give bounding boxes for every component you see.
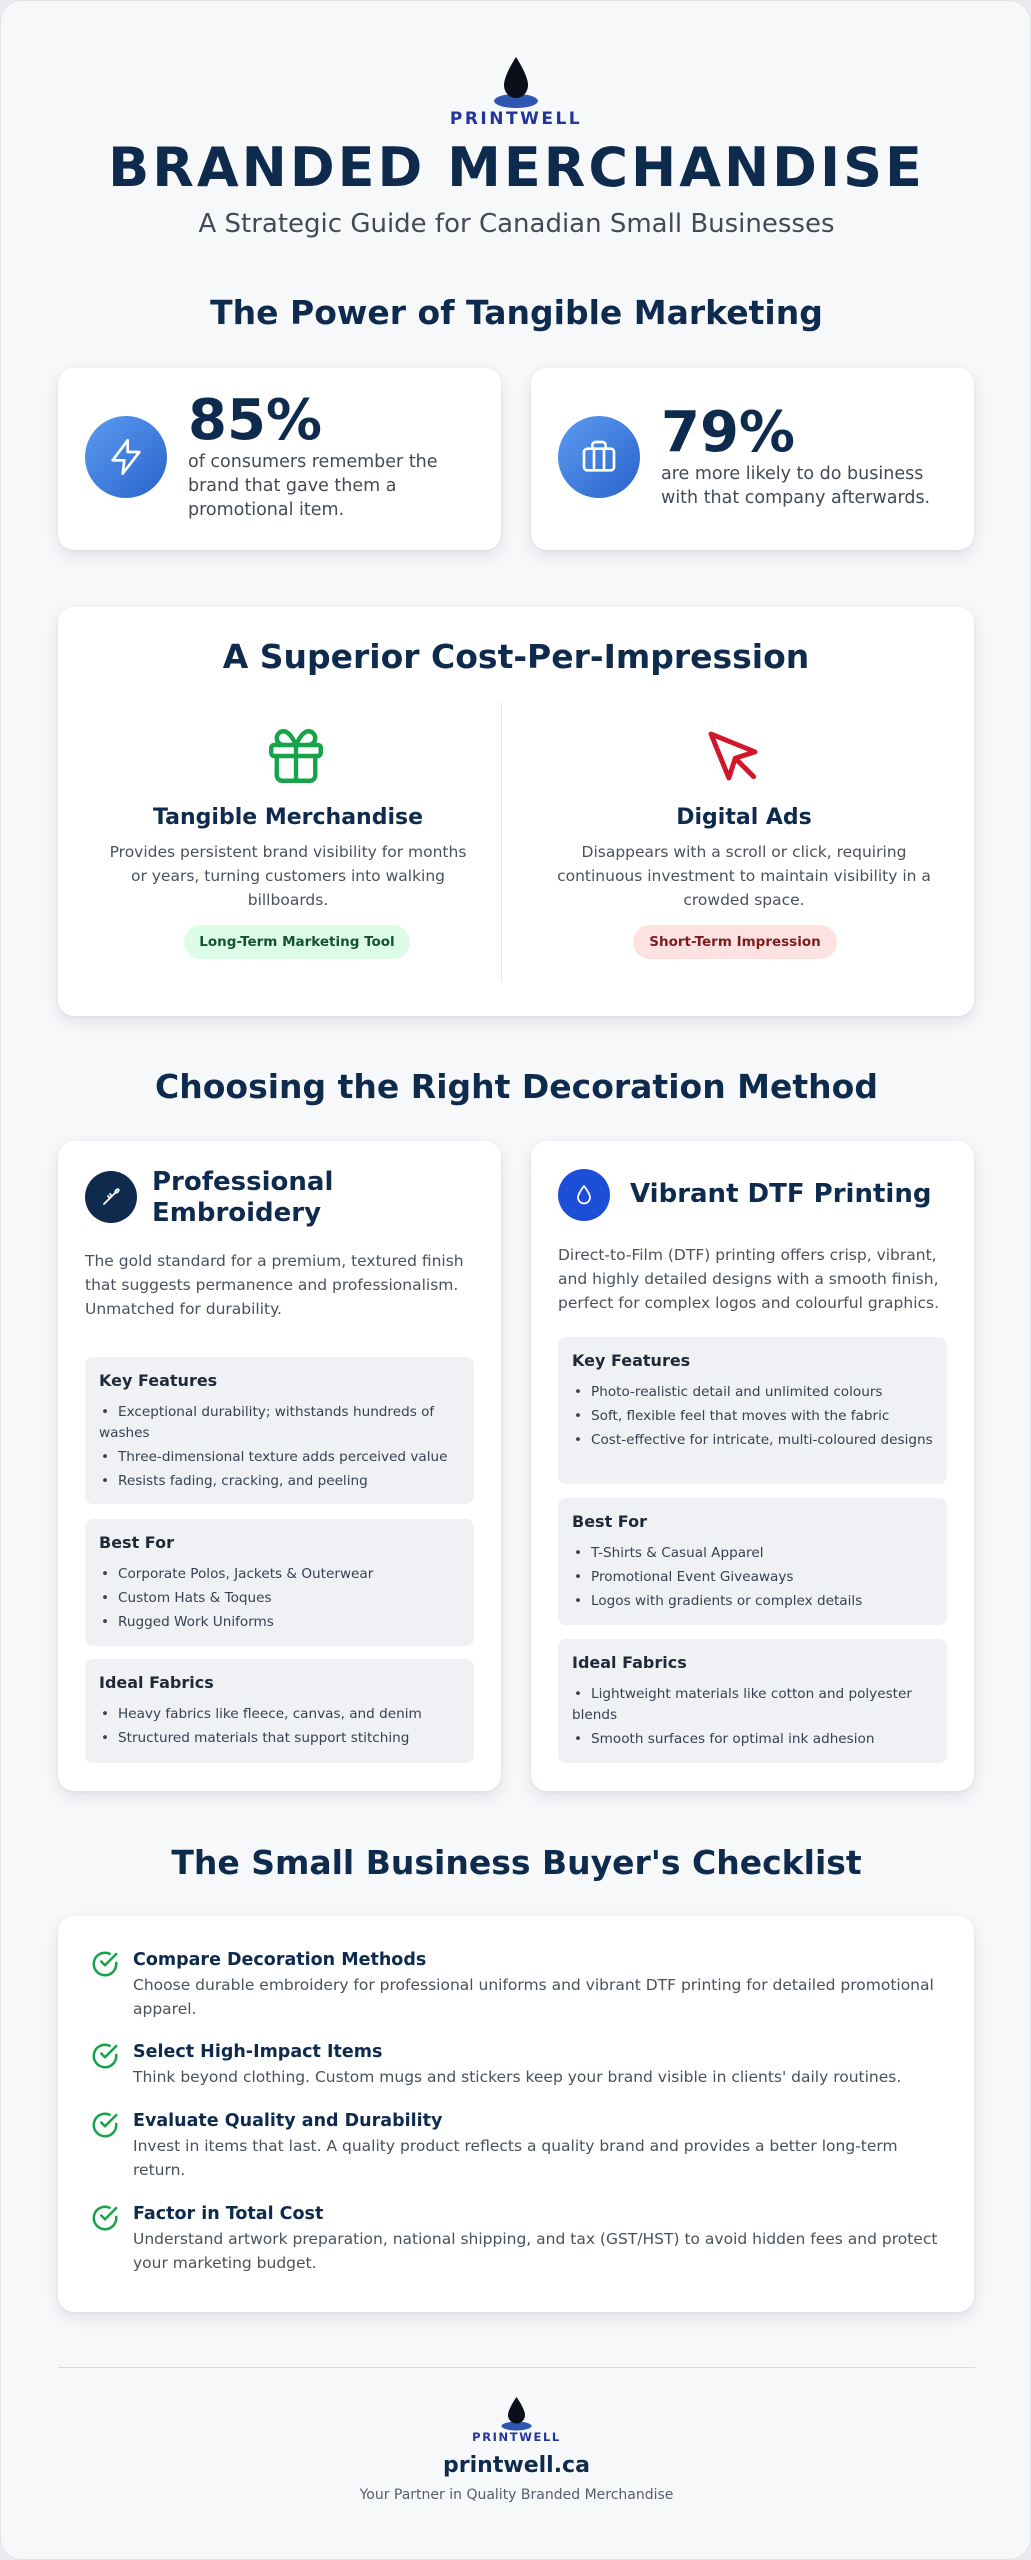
embroidery-desc: The gold standard for a premium, textured finish that suggests permanence and professionalism. Unmatched for durability. <box>85 1252 464 1318</box>
checklist-item-title: Compare Decoration Methods <box>133 1950 427 1970</box>
check-circle-icon <box>90 1949 120 1979</box>
panel-title: Key Features <box>99 1371 218 1390</box>
footer-logo-wordmark: PRINTWELL <box>472 2430 561 2444</box>
briefcase-icon <box>558 416 640 498</box>
list-item: • Photo-realistic detail and unlimited colours <box>574 1384 883 1400</box>
power-heading: The Power of Tangible Marketing <box>210 293 823 332</box>
dtf-ideal-fabrics-panel <box>558 1639 947 1763</box>
list-item: • Corporate Polos, Jackets & Outerwear <box>101 1566 374 1582</box>
stat-text: are more likely to do business with that company afterwards. <box>661 464 931 508</box>
dtf-key-features-panel <box>558 1337 947 1484</box>
checklist-item-title: Evaluate Quality and Durability <box>133 2111 443 2131</box>
panel-title: Ideal Fabrics <box>572 1653 687 1672</box>
checklist-item-title: Factor in Total Cost <box>133 2204 324 2224</box>
check-circle-icon <box>90 2110 120 2140</box>
list-item: • Structured materials that support stitching <box>101 1730 410 1746</box>
list-item: • Logos with gradients or complex details <box>574 1593 863 1609</box>
page-title: BRANDED MERCHANDISE <box>108 136 925 199</box>
list-item: • T-Shirts & Casual Apparel <box>574 1545 764 1561</box>
dtf-title: Vibrant DTF Printing <box>630 1179 932 1209</box>
panel-title: Key Features <box>572 1351 691 1370</box>
list-item: • Three-dimensional texture adds perceived value <box>101 1449 448 1465</box>
footer-divider <box>58 2367 975 2368</box>
list-item: • Resists fading, cracking, and peeling <box>101 1473 368 1489</box>
embroidery-key-features-panel <box>85 1357 474 1504</box>
list-item: • Lightweight materials like cotton and polyester blends <box>572 1686 912 1723</box>
stat-card-79 <box>531 368 974 550</box>
stat-value: 79% <box>661 400 796 465</box>
dtf-best-for-panel <box>558 1498 947 1625</box>
cost-divider <box>501 702 502 982</box>
checklist-card <box>58 1916 974 2312</box>
printwell-logo <box>416 53 616 127</box>
checklist-item-desc: Choose durable embroidery for professional uniforms and vibrant DTF printing for detailed promotional apparel. <box>133 1976 934 2018</box>
cost-col-title: Tangible Merchandise <box>152 805 423 830</box>
list-item: • Soft, flexible feel that moves with the fabric <box>574 1408 890 1424</box>
cost-col-desc: Disappears with a scroll or click, requiring continuous investment to maintain visibility in a crowded space. <box>557 843 931 909</box>
dtf-card <box>531 1141 974 1791</box>
ink-drop-icon <box>558 1169 610 1221</box>
lightning-icon <box>85 416 167 498</box>
embroidery-title: Professional Embroidery <box>152 1167 334 1228</box>
checklist-heading: The Small Business Buyer's Checklist <box>171 1843 862 1882</box>
checklist-item-title: Select High-Impact Items <box>133 2042 383 2062</box>
long-term-badge: Long-Term Marketing Tool <box>184 925 410 959</box>
list-item: • Rugged Work Uniforms <box>101 1614 274 1630</box>
panel-title: Best For <box>572 1512 647 1531</box>
gift-icon <box>263 723 329 793</box>
cost-heading: A Superior Cost-Per-Impression <box>222 637 810 676</box>
embroidery-card <box>58 1141 501 1791</box>
panel-title: Best For <box>99 1533 174 1552</box>
footer-tagline: Your Partner in Quality Branded Merchandise <box>359 2487 674 2503</box>
checklist-item-desc: Think beyond clothing. Custom mugs and stickers keep your brand visible in clients' daily routines. <box>133 2068 902 2086</box>
check-circle-icon <box>90 2203 120 2233</box>
list-item: • Heavy fabrics like fleece, canvas, and denim <box>101 1706 422 1722</box>
needle-icon <box>85 1171 137 1223</box>
stat-value: 85% <box>188 388 323 453</box>
footer-logo <box>451 2394 582 2444</box>
cursor-click-icon <box>700 723 766 793</box>
list-item: • Custom Hats & Toques <box>101 1590 272 1606</box>
checklist-item-desc: Invest in items that last. A quality product reflects a quality brand and provides a better long-term return. <box>133 2137 898 2179</box>
dtf-desc: Direct-to-Film (DTF) printing offers crisp, vibrant, and highly detailed designs with a smooth finish, perfect for complex logos and colourful graphics. <box>558 1246 940 1312</box>
list-item: • Exceptional durability; withstands hundreds of washes <box>99 1404 435 1441</box>
footer-website-link[interactable]: printwell.ca <box>443 2453 590 2478</box>
panel-title: Ideal Fabrics <box>99 1673 214 1692</box>
check-circle-icon <box>90 2041 120 2071</box>
cost-col-title: Digital Ads <box>676 805 812 830</box>
embroidery-ideal-fabrics-panel <box>85 1659 474 1763</box>
stat-card-85 <box>58 368 501 550</box>
decoration-heading: Choosing the Right Decoration Method <box>155 1067 878 1106</box>
page-subtitle: A Strategic Guide for Canadian Small Businesses <box>198 209 835 239</box>
logo-wordmark: PRINTWELL <box>449 109 583 127</box>
list-item: • Cost-effective for intricate, multi-coloured designs <box>574 1432 933 1448</box>
short-term-badge: Short-Term Impression <box>633 925 837 959</box>
stat-text: of consumers remember the brand that gave them a promotional item. <box>188 452 438 520</box>
list-item: • Promotional Event Giveaways <box>574 1569 794 1585</box>
list-item: • Smooth surfaces for optimal ink adhesion <box>574 1731 875 1747</box>
embroidery-best-for-panel <box>85 1519 474 1646</box>
checklist-item-desc: Understand artwork preparation, national shipping, and tax (GST/HST) to avoid hidden fees and protect your marketing budget. <box>133 2230 938 2272</box>
cost-col-desc: Provides persistent brand visibility for months or years, turning customers into walking billboards. <box>109 843 467 909</box>
cost-card <box>58 607 974 1016</box>
